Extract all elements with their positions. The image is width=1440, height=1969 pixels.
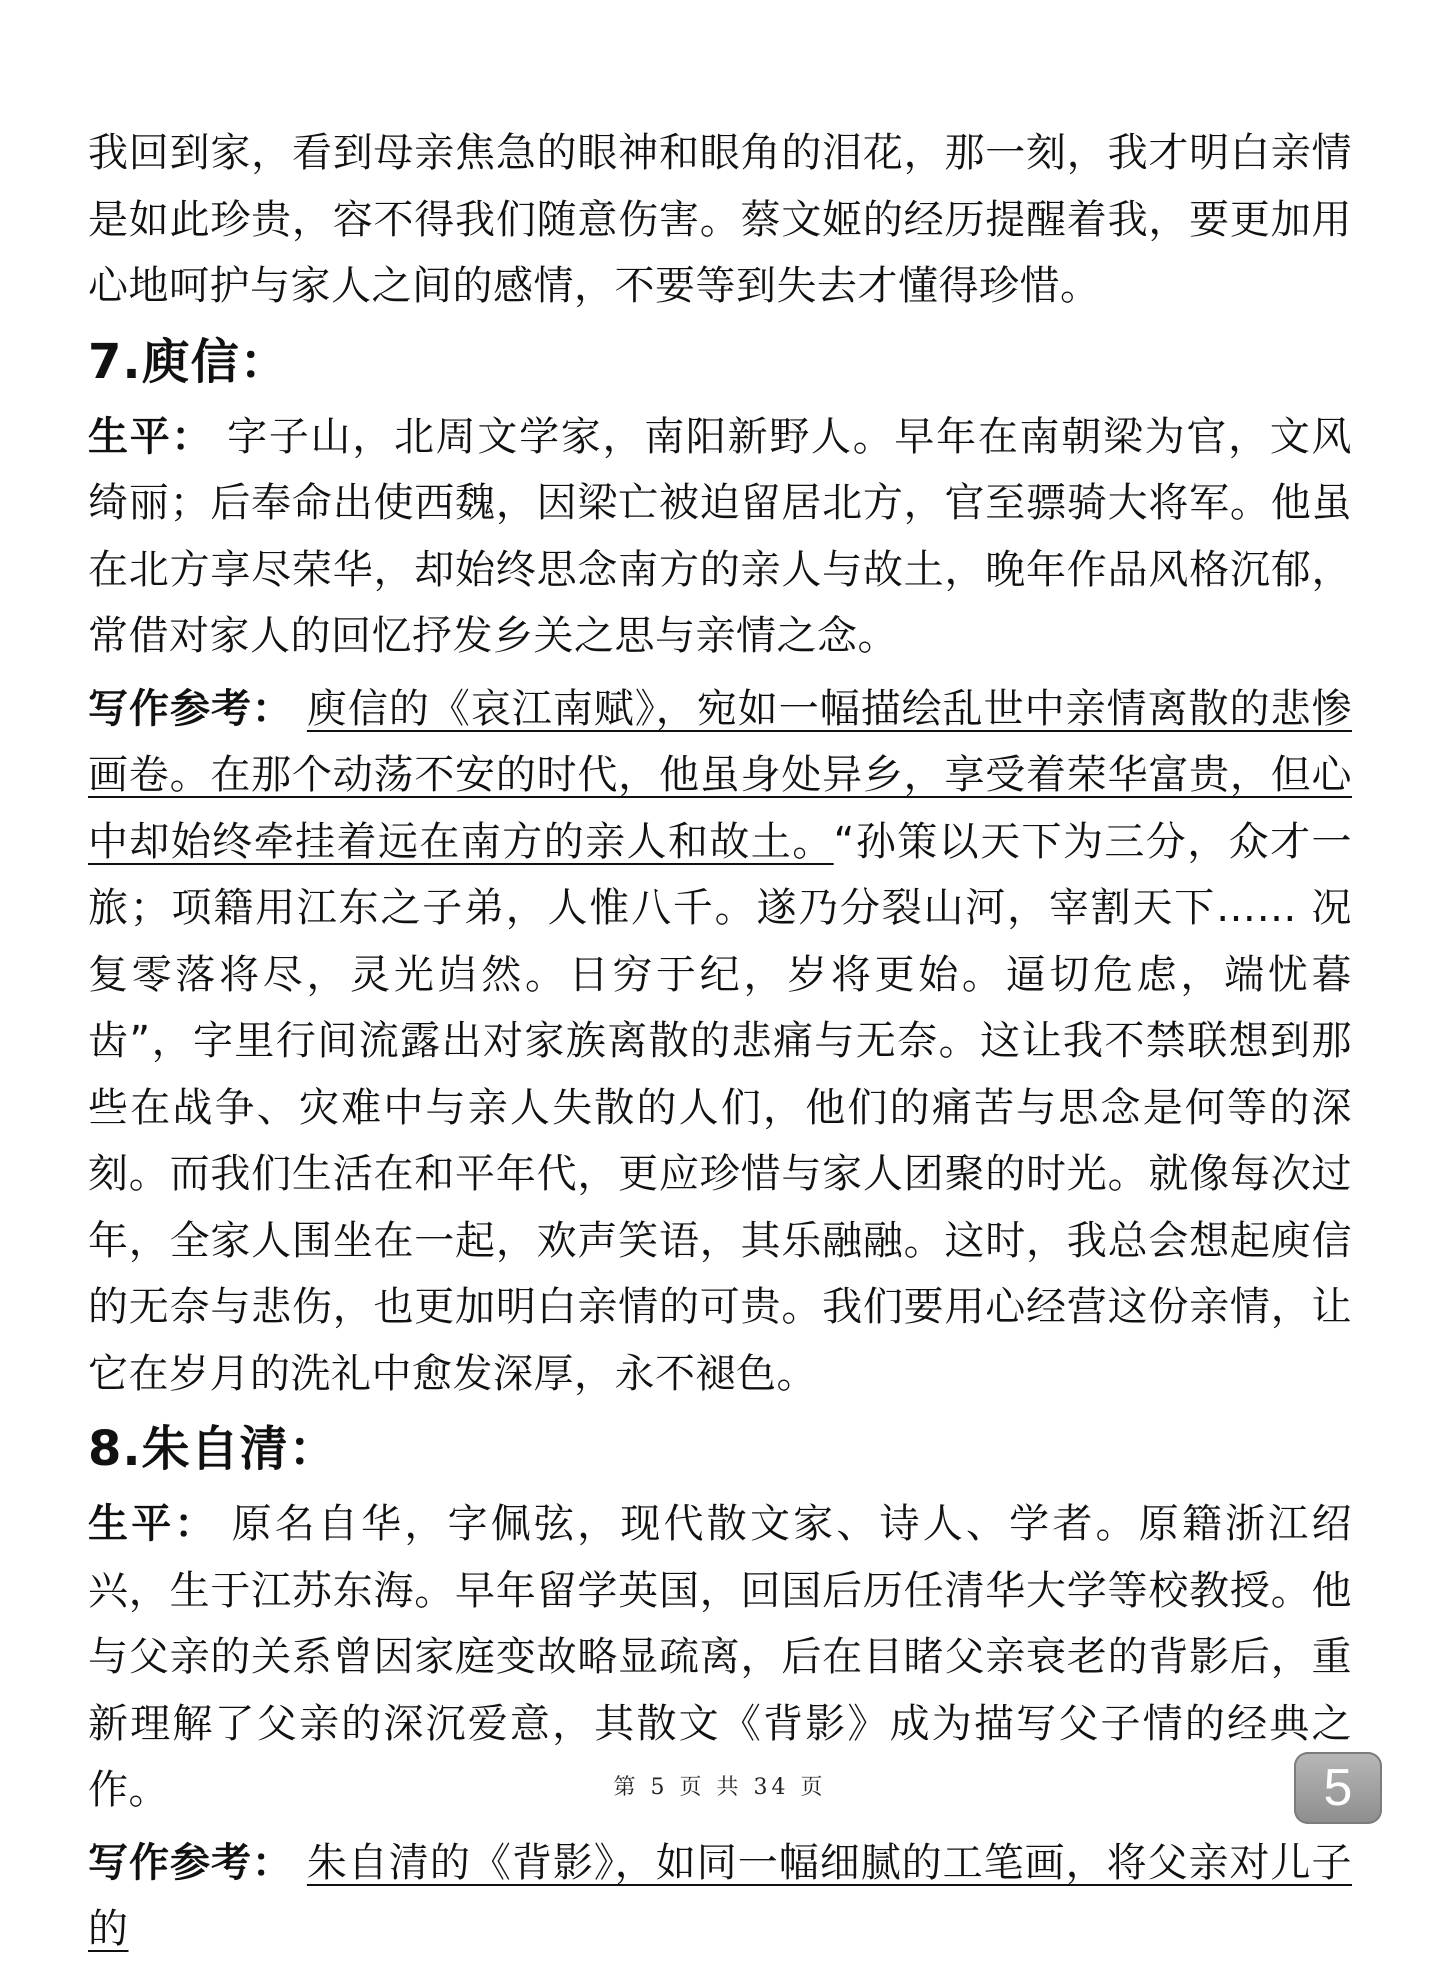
section-8-ref-label: 写作参考： xyxy=(88,1839,293,1886)
section-7-bio-label: 生平： xyxy=(88,413,214,460)
page-number-badge: 5 xyxy=(1294,1752,1382,1824)
intro-paragraph xyxy=(88,120,1352,320)
section-8-bio-label: 生平： xyxy=(88,1501,218,1547)
section-7-title: 7.庾信： xyxy=(88,333,289,390)
page-number-footer: 第 5 页 共 34 页 xyxy=(613,1775,827,1800)
intro-text: 我回到家，看到母亲焦急的眼神和眼角的泪花，那一刻，我才明白亲情是如此珍贵，容不得我们随意伤害。蔡文姬的经历提醒着我，要更加用心地呵护与家人之间的感情，不要等到失去才懂得珍惜。 xyxy=(88,130,1352,309)
section-7-ref-text: “孙策以天下为三分，众才一旅；项籍用江东之子弟，人惟八千。遂乃分裂山河，宰割天下…… 况复零落将尽，灵光岿然。日穷于纪，岁将更始。逼切危虑，端忧暮齿”，字里行间流露出对家族离散的悲痛与无奈。这让我不禁联想到那些在战争、灾难中与亲人失散的人们，他们的痛苦与思念是何等的深刻。而我们生活在和平年代，更应珍惜与家人团聚的时光。就像每次过年，全家人围坐在一起，欢声笑语，其乐融融。这时，我总会想起庾信的无奈与悲伤，也更加明白亲情的可贵。我们要用心经营这份亲情，让它在岁月的洗礼中愈发深厚，永不褪色。 xyxy=(88,818,1353,1397)
section-7-bio-text: 字子山，北周文学家，南阳新野人。早年在南朝梁为官，文风绮丽；后奉命出使西魏，因梁亡被迫留居北方，官至骠骑大将军。他虽在北方享尽荣华，却始终思念南方的亲人与故土，晚年作品风格沉郁，常借对家人的回忆抒发乡关之思与亲情之念。 xyxy=(88,413,1353,659)
section-8-title: 8.朱自清： xyxy=(88,1421,338,1477)
section-8-reference xyxy=(88,1830,1352,1963)
document-body xyxy=(88,120,1352,1969)
section-7-bio xyxy=(88,404,1352,670)
section-7-ref-label: 写作参考： xyxy=(88,685,293,732)
section-7-reference xyxy=(88,676,1352,1408)
section-7-ref-underlined: 庾信的《哀江南赋》，宛如一幅描绘乱世中亲情离散的悲惨画卷。在那个动荡不安的时代，他虽身处异乡，享受着荣华富贵，但心中却始终牵挂着远在南方的亲人和故土。 xyxy=(88,685,1353,865)
section-8-bio-text: 原名自华，字佩弦，现代散文家、诗人、学者。原籍浙江绍兴，生于江苏东海。早年留学英国，回国后历任清华大学等校教授。他与父亲的关系曾因家庭变故略显疏离，后在目睹父亲衰老的背影后，重新理解了父亲的深沉爱意，其散文《背影》成为描写父子情的经典之作。 xyxy=(88,1501,1353,1813)
section-8-ref-underlined: 朱自清的《背影》，如同一幅细腻的工笔画，将父亲对儿子的 xyxy=(88,1839,1353,1952)
